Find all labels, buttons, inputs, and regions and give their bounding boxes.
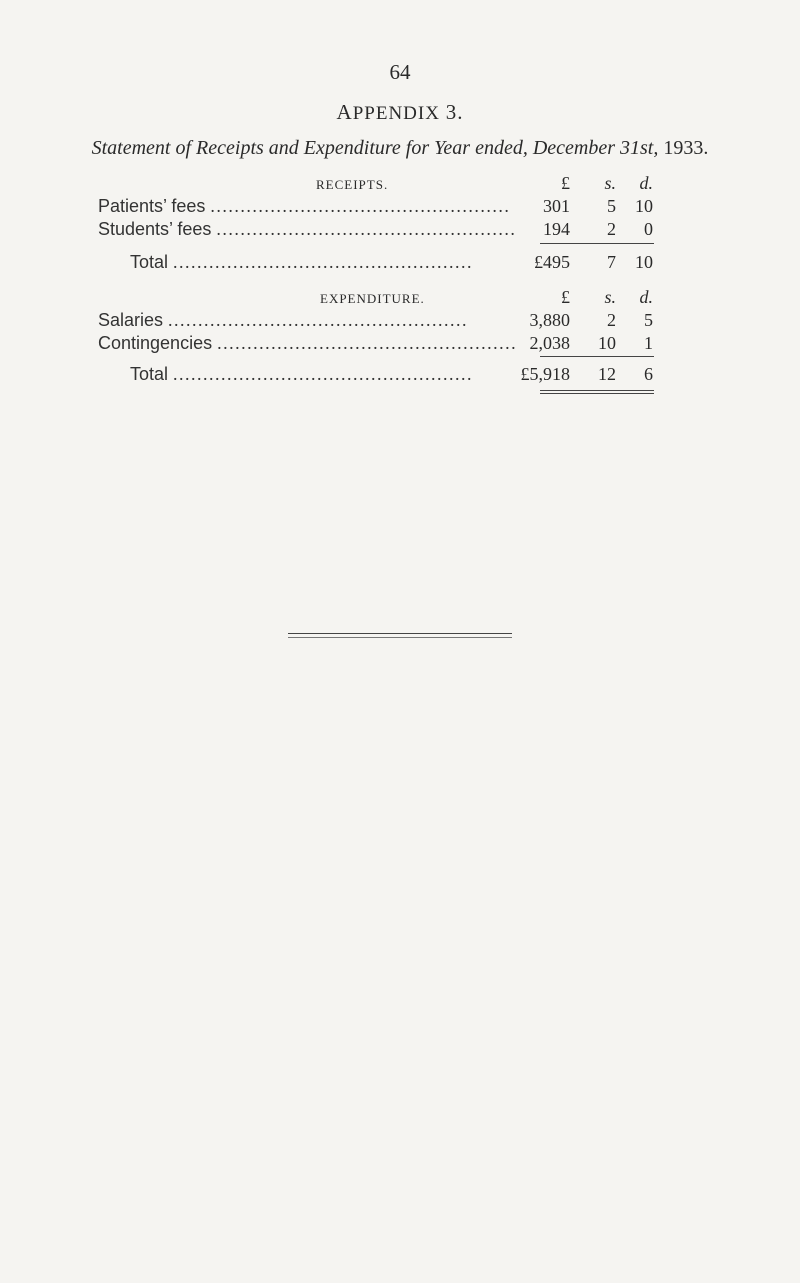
appendix-word: PPENDIX [352, 103, 440, 124]
end-rule-lower [288, 637, 512, 638]
receipts-shillings-header: s. [604, 173, 616, 193]
expenditure-row-pounds: 2,038 [529, 333, 570, 353]
expenditure-total-label: Total .................................................. [130, 364, 474, 384]
expenditure-pounds-header: £ [561, 287, 570, 307]
statement-title-year: 1933. [663, 137, 709, 159]
expenditure-row-pence: 5 [644, 310, 653, 330]
receipt-row-pence: 10 [635, 196, 653, 216]
expenditure-total-pounds: £5,918 [520, 364, 570, 384]
appendix-heading [0, 100, 800, 125]
expenditure-pence-header: d. [639, 287, 653, 307]
expenditure-row-shillings: 2 [607, 310, 616, 330]
receipts-subtotal-rule [540, 243, 654, 244]
expenditure-total-pence: 6 [644, 364, 653, 384]
receipts-pence-header: d. [639, 173, 653, 193]
expenditure-row-pence: 1 [644, 333, 653, 353]
receipt-row-shillings: 5 [607, 196, 616, 216]
receipts-total-pence: 10 [635, 252, 653, 272]
expenditure-total-double-rule [540, 390, 654, 394]
receipt-row-label: Patients’ fees .................................................. [98, 196, 511, 216]
expenditure-subtotal-rule [540, 356, 654, 357]
statement-title [0, 137, 800, 160]
receipt-row-shillings: 2 [607, 219, 616, 239]
expenditure-heading: EXPENDITURE. [320, 291, 425, 306]
statement-title-text: Statement of Receipts and Expenditure for Year ended, December 31 [91, 137, 641, 159]
appendix-number: 3. [445, 100, 464, 124]
receipts-total-shillings: 7 [607, 252, 616, 272]
expenditure-shillings-header: s. [604, 287, 616, 307]
expenditure-row-shillings: 10 [598, 333, 616, 353]
end-rule [288, 633, 512, 634]
expenditure-total-shillings: 12 [598, 364, 616, 384]
receipts-pounds-header: £ [561, 173, 570, 193]
receipt-row-pounds: 301 [543, 196, 570, 216]
appendix-initial: A [336, 100, 353, 124]
receipt-row-pounds: 194 [543, 219, 570, 239]
receipt-row-pence: 0 [644, 219, 653, 239]
statement-title-suffix: st, [640, 137, 659, 159]
page-number: 64 [389, 60, 411, 84]
receipt-row-label: Students’ fees .................................................. [98, 219, 517, 239]
receipts-total-label: Total .................................................. [130, 252, 474, 272]
expenditure-row-label: Salaries .................................................. [98, 310, 469, 330]
receipts-total-pounds: £495 [534, 252, 570, 272]
expenditure-row-pounds: 3,880 [529, 310, 570, 330]
receipts-heading: RECEIPTS. [316, 177, 389, 192]
expenditure-row-label: Contingencies .................................................. [98, 333, 518, 353]
